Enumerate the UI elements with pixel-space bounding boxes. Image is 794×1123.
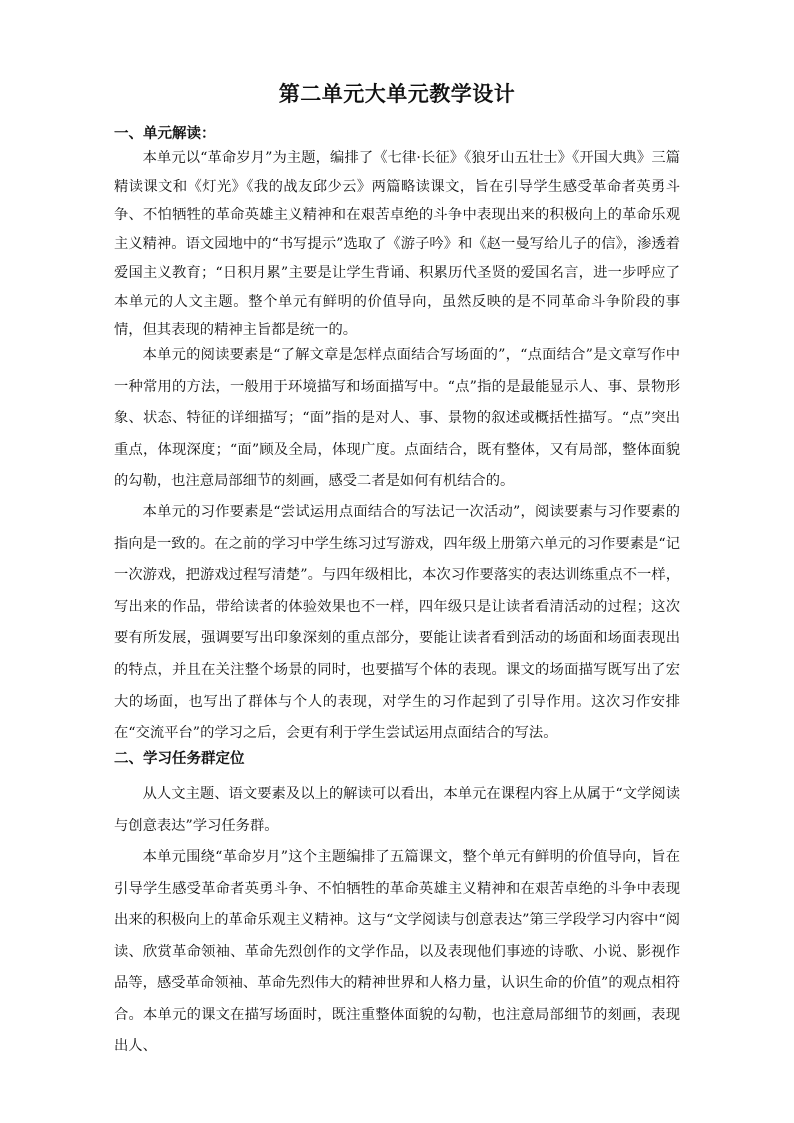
- paragraph-unit-theme: 本单元以“革命岁月”为主题，编排了《七律·长征》《狼牙山五壮士》《开国大典》三篇精读课文和《灯光》《我的战友邱少云》两篇略读课文，旨在引导学生感受革命者英勇斗争、不怕牺牲的革命英雄主义精神和在艰苦卓绝的斗争中表现出来的积极向上的革命乐观主义精神。语文园地中的“书写提示”选取了《游子吟》和《赵一曼写给儿子的信》，渗透着爱国主义教育；“日积月累”主要是让学生背诵、积累历代圣贤的爱国名言，进一步呼应了本单元的人文主题。整个单元有鲜明的价值导向，虽然反映的是不同革命斗争阶段的事情，但其表现的精神主旨都是统一的。: [114, 150, 680, 339]
- section-heading-task-group: 二、学习任务群定位: [114, 751, 245, 767]
- document-title: 第二单元大单元教学设计: [278, 82, 516, 106]
- paragraph-task-group-detail: 本单元围绕“革命岁月”这个主题编排了五篇课文，整个单元有鲜明的价值导向，旨在引导学生感受革命者英勇斗争、不怕牺牲的革命英雄主义精神和在艰苦卓绝的斗争中表现出来的积极向上的革命乐观主义精神。这与“文学阅读与创意表达”第三学段学习内容中“阅读、欣赏革命领袖、革命先烈创作的文学作品，以及表现他们事迹的诗歌、小说、影视作品等，感受革命领袖、革命先烈伟大的精神世界和人格力量，认识生命的价值”的观点相符合。本单元的课文在描写场面时，既注重整体面貌的勾勒，也注意局部细节的刻画，表现出人、: [114, 849, 680, 1054]
- paragraph-writing-element: 本单元的习作要素是“尝试运用点面结合的写法记一次活动”，阅读要素与习作要素的指向是一致的。在之前的学习中学生练习过写游戏，四年级上册第六单元的习作要素是“记一次游戏，把游戏过程写清楚”。与四年级相比，本次习作要落实的表达训练重点不一样，写出来的作品，带给读者的体验效果也不一样，四年级只是让读者看清活动的过程；这次要有所发展，强调要写出印象深刻的重点部分，要能让读者看到活动的场面和场面表现出的特点，并且在关注整个场景的同时，也要描写个体的表现。课文的场面描写既写出了宏大的场面，也写出了群体与个人的表现，对学生的习作起到了引导作用。这次习作安排在“交流平台”的学习之后，会更有利于学生尝试运用点面结合的写法。: [114, 504, 680, 742]
- section-heading-unit-reading: 一、单元解读：: [114, 126, 216, 142]
- paragraph-task-group-summary: 从人文主题、语文要素及以上的解读可以看出，本单元在课程内容上从属于“文学阅读与创意表达”学习任务群。: [114, 786, 680, 834]
- paragraph-reading-element: 本单元的阅读要素是“了解文章是怎样点面结合写场面的”，“点面结合”是文章写作中一种常用的方法，一般用于环境描写和场面描写中。“点”指的是最能显示人、事、景物形象、状态、特征的详细描写；“面”指的是对人、事、景物的叙述或概括性描写。“点”突出重点，体现深度；“面”顾及全局，体现广度。点面结合，既有整体，又有局部，整体面貌的勾勒，也注意局部细节的刻画，感受二者是如何有机结合的。: [114, 347, 680, 489]
